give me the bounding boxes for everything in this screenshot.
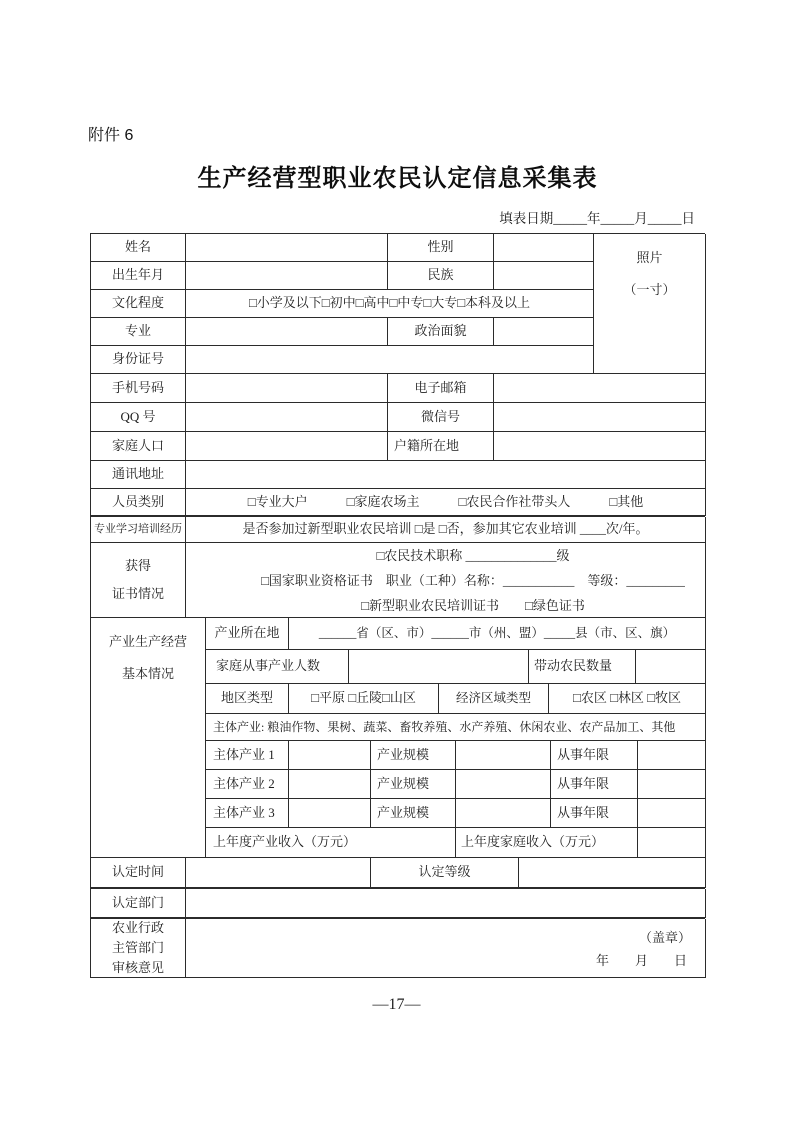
- label-id-number: 身份证号: [91, 346, 186, 374]
- form-row: [91, 432, 705, 461]
- value-family-workers-blank: [349, 650, 529, 684]
- form-row: [91, 234, 594, 262]
- value-main-industry-2-blank: [289, 770, 371, 799]
- section-rows: [91, 234, 594, 374]
- form-row: [91, 543, 705, 618]
- value-household-registration-blank: [494, 432, 706, 461]
- value-main-industry-1-blank: [289, 741, 371, 770]
- form-row: [206, 770, 706, 799]
- value-id-number-blank: [186, 346, 594, 374]
- label-main-industry-3: 主体产业 3: [206, 799, 289, 828]
- value-years-engaged-2-blank: [638, 770, 706, 799]
- label-certification-level: 认定等级: [371, 858, 519, 888]
- value-mobile-blank: [186, 374, 388, 403]
- form-row: [91, 888, 705, 918]
- value-farmers-driven-blank: [636, 650, 706, 684]
- label-ethnicity: 民族: [388, 262, 494, 290]
- value-qq-blank: [186, 403, 388, 432]
- label-terrain-type: 地区类型: [206, 684, 289, 714]
- label-certification-time: 认定时间: [91, 858, 186, 888]
- label-main-industry-2: 主体产业 2: [206, 770, 289, 799]
- label-main-industry-1: 主体产业 1: [206, 741, 289, 770]
- options-person-category: □专业大户 □家庭农场主 □农民合作社带头人 □其他: [186, 489, 706, 516]
- value-main-industry-3-blank: [289, 799, 371, 828]
- label-industry-scale-3: 产业规模: [371, 799, 456, 828]
- label-certificates: [91, 543, 186, 618]
- form-row: [206, 714, 706, 741]
- options-education: □小学及以下□初中□高中□中专□大专□本科及以上: [186, 290, 594, 318]
- label-wechat: 微信号: [388, 403, 494, 432]
- form-row: [206, 799, 706, 828]
- section-label-industry: [91, 618, 206, 858]
- value-family-size-blank: [186, 432, 388, 461]
- label-line: 照片: [636, 250, 663, 265]
- value-mailing-address-blank: [186, 461, 706, 489]
- value-years-engaged-3-blank: [638, 799, 706, 828]
- label-person-category: 人员类别: [91, 489, 186, 516]
- value-certification-time-blank: [186, 858, 371, 888]
- label-qq: QQ 号: [91, 403, 186, 432]
- main-industry-hint: 主体产业: 粮油作物、果树、蔬菜、畜牧养殖、水产养殖、休闲农业、农产品加工、其他: [206, 714, 706, 741]
- label-major: 专业: [91, 318, 186, 346]
- label-training-experience: 专业学习培训经历: [91, 517, 186, 543]
- form-row: [91, 374, 705, 403]
- photo-cell: [594, 234, 706, 374]
- form-row: [91, 918, 705, 978]
- label-line: 农业行政: [111, 920, 164, 935]
- value-years-engaged-1-blank: [638, 741, 706, 770]
- options-training-experience: 是否参加过新型职业农民培训 □是 □否，参加其它农业培训 ____次/年。: [186, 517, 706, 543]
- label-years-engaged-3: 从事年限: [551, 799, 638, 828]
- label-mailing-address: 通讯地址: [91, 461, 186, 489]
- form-row: [91, 489, 705, 516]
- label-last-year-family-income: 上年度家庭收入（万元）: [456, 828, 638, 858]
- label-industry-scale-1: 产业规模: [371, 741, 456, 770]
- options-certificates: [186, 543, 706, 618]
- value-last-year-family-income-blank: [638, 828, 706, 858]
- label-years-engaged-1: 从事年限: [551, 741, 638, 770]
- label-line: □农民技术职称 ______________级: [376, 548, 570, 563]
- form-row: [91, 290, 594, 318]
- label-gender: 性别: [388, 234, 494, 262]
- value-wechat-blank: [494, 403, 706, 432]
- sign-date-placeholder: 年 月 日: [595, 952, 687, 968]
- industry-section: [91, 618, 705, 858]
- form-row: [91, 403, 705, 432]
- value-certification-level-blank: [519, 858, 706, 888]
- value-name-blank: [186, 234, 388, 262]
- page-number: —17—: [372, 996, 421, 1013]
- label-economic-zone: 经济区域类型: [439, 684, 549, 714]
- form-row: [91, 461, 705, 489]
- value-industry-location-template: ______省（区、市）______市（州、盟）_____县（市、区、旗）: [289, 618, 706, 650]
- label-line: □国家职业资格证书 职业（工种）名称：___________ 等级：_________: [261, 573, 685, 588]
- form-row: [91, 516, 705, 543]
- value-email-blank: [494, 374, 706, 403]
- label-birthdate: 出生年月: [91, 262, 186, 290]
- form-row: [91, 346, 594, 374]
- label-line: 主管部门: [111, 940, 164, 955]
- options-terrain-type: □平原 □丘陵□山区: [289, 684, 439, 714]
- options-economic-zone: □农区 □林区 □牧区: [549, 684, 706, 714]
- label-industry-scale-2: 产业规模: [371, 770, 456, 799]
- label-mobile: 手机号码: [91, 374, 186, 403]
- form-row: [206, 828, 706, 858]
- value-certification-department-blank: [186, 889, 706, 918]
- section-rows: [206, 618, 706, 858]
- form-row: [206, 650, 706, 684]
- label-name: 姓名: [91, 234, 186, 262]
- personal-info-section: [91, 234, 705, 374]
- label-last-year-industry-income: 上年度产业收入（万元）: [206, 828, 456, 858]
- label-line: 获得: [124, 558, 151, 573]
- label-line: 基本情况: [121, 666, 174, 681]
- value-gender-blank: [494, 234, 594, 262]
- label-years-engaged-2: 从事年限: [551, 770, 638, 799]
- label-farmers-driven: 带动农民数量: [529, 650, 636, 684]
- label-family-workers: 家庭从事产业人数: [206, 650, 349, 684]
- label-industry-location: 产业所在地: [206, 618, 289, 650]
- label-line: （一寸）: [623, 282, 676, 297]
- page-title: 生产经营型职业农民认定信息采集表: [197, 166, 598, 192]
- form-row: [206, 741, 706, 770]
- form-row: [91, 858, 705, 888]
- attachment-label: 附件 6: [88, 127, 134, 144]
- label-line: 审核意见: [111, 960, 164, 975]
- label-family-size: 家庭人口: [91, 432, 186, 461]
- form-row: [91, 262, 594, 290]
- label-education: 文化程度: [91, 290, 186, 318]
- label-household-registration: 户籍所在地: [388, 432, 494, 461]
- form-row: [91, 318, 594, 346]
- value-political-status-blank: [494, 318, 594, 346]
- form-table: [90, 233, 705, 978]
- form-row: [206, 684, 706, 714]
- review-opinion-cell: [186, 919, 706, 978]
- value-birthdate-blank: [186, 262, 388, 290]
- value-ethnicity-blank: [494, 262, 594, 290]
- fill-date-line: 填表日期_____年_____月_____日: [499, 211, 695, 226]
- label-certification-department: 认定部门: [91, 889, 186, 918]
- label-line: 证书情况: [111, 586, 164, 601]
- label-political-status: 政治面貌: [388, 318, 494, 346]
- label-email: 电子邮箱: [388, 374, 494, 403]
- value-major-blank: [186, 318, 388, 346]
- value-industry-scale-2-blank: [456, 770, 551, 799]
- stamp-placeholder: （盖章）: [638, 929, 691, 945]
- label-line: □新型职业农民培训证书 □绿色证书: [361, 598, 585, 613]
- value-industry-scale-1-blank: [456, 741, 551, 770]
- label-line: 产业生产经营: [108, 634, 187, 649]
- value-industry-scale-3-blank: [456, 799, 551, 828]
- form-row: [206, 618, 706, 650]
- label-review-opinion: [91, 919, 186, 978]
